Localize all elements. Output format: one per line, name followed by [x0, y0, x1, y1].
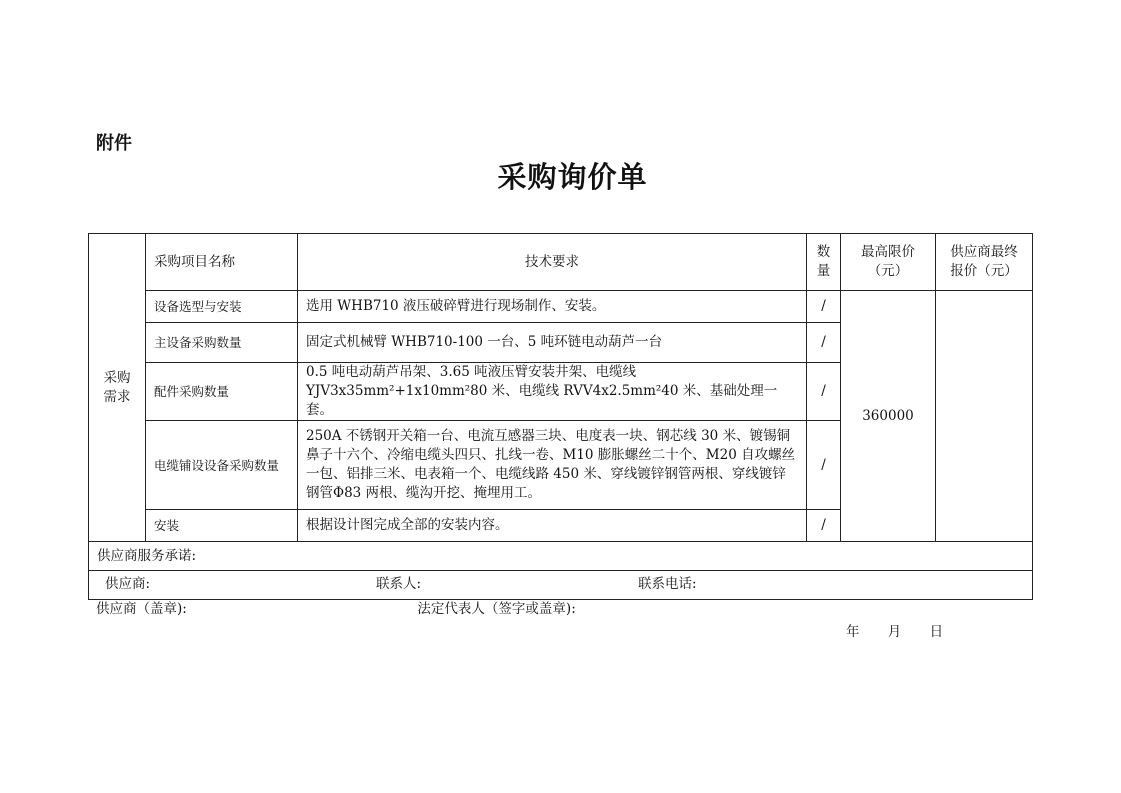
quote-table: [88, 233, 1033, 600]
item-requirement: 250A 不锈钢开关箱一台、电流互感器三块、电度表一块、钢芯线 30 米、镀锡铜鼻子十六个、冷缩电缆头四只、扎线一卷、M10 膨胀螺丝二十个、M20 自攻螺丝一包、铝排三米、电表箱一个、电缆线路 450 米、穿线镀锌钢管两根、穿线镀锌钢管Φ83 两根、缆沟开挖、掩埋用工。: [298, 421, 807, 510]
item-requirement: 0.5 吨电动葫芦吊架、3.65 吨液压臂安装井架、电缆线 YJV3x35mm²+1x10mm²80 米、电缆线 RVV4x2.5mm²40 米、基础处理一套。: [298, 363, 807, 421]
supplier-seal-label: 供应商（盖章):: [96, 601, 187, 617]
item-quantity: /: [807, 291, 841, 323]
signature-line: [96, 597, 576, 617]
header-max-price: 最高限价（元）: [841, 234, 936, 291]
supplier-contact-row: [89, 571, 1033, 600]
date-line: [846, 620, 967, 640]
item-quantity: /: [807, 421, 841, 510]
header-item-name: 采购项目名称: [146, 234, 298, 291]
legal-rep-label: 法定代表人（签字或盖章):: [417, 601, 576, 617]
attachment-label: 附件: [96, 133, 132, 154]
header-row: [89, 234, 1033, 291]
item-quantity: /: [807, 510, 841, 542]
header-quantity: 数量: [807, 234, 841, 291]
date-day: 日: [929, 624, 944, 640]
service-commitment-label: 供应商服务承诺:: [97, 547, 197, 564]
contact-phone-label: 联系电话:: [638, 576, 697, 592]
item-quantity: /: [807, 363, 841, 421]
item-name: 设备选型与安装: [146, 291, 298, 323]
date-month: 月: [887, 624, 902, 640]
item-name: 主设备采购数量: [146, 323, 298, 363]
table-row: [89, 291, 1033, 323]
final-quote-input[interactable]: [936, 291, 1033, 542]
category-cell: 采购需求: [89, 234, 146, 542]
supplier-label: 供应商:: [105, 576, 151, 592]
header-tech-requirements: 技术要求: [298, 234, 807, 291]
item-requirement: 选用 WHB710 液压破碎臂进行现场制作、安装。: [298, 291, 807, 323]
item-requirement: 根据设计图完成全部的安装内容。: [298, 510, 807, 542]
item-requirement: 固定式机械臂 WHB710-100 一台、5 吨环链电动葫芦一台: [298, 323, 807, 363]
item-name: 配件采购数量: [146, 363, 298, 421]
page-title: 采购询价单: [497, 160, 648, 194]
item-quantity: /: [807, 323, 841, 363]
item-name: 电缆铺设设备采购数量: [146, 421, 298, 510]
max-price-value: 360000: [841, 291, 936, 542]
date-year: 年: [846, 624, 860, 640]
header-final-quote: 供应商最终报价（元）: [936, 234, 1033, 291]
service-commitment-row: [89, 542, 1033, 571]
item-name: 安装: [146, 510, 298, 542]
service-commitment-field[interactable]: [89, 542, 1033, 571]
supplier-contact-cell: [89, 571, 1033, 600]
contact-person-label: 联系人:: [376, 576, 422, 592]
